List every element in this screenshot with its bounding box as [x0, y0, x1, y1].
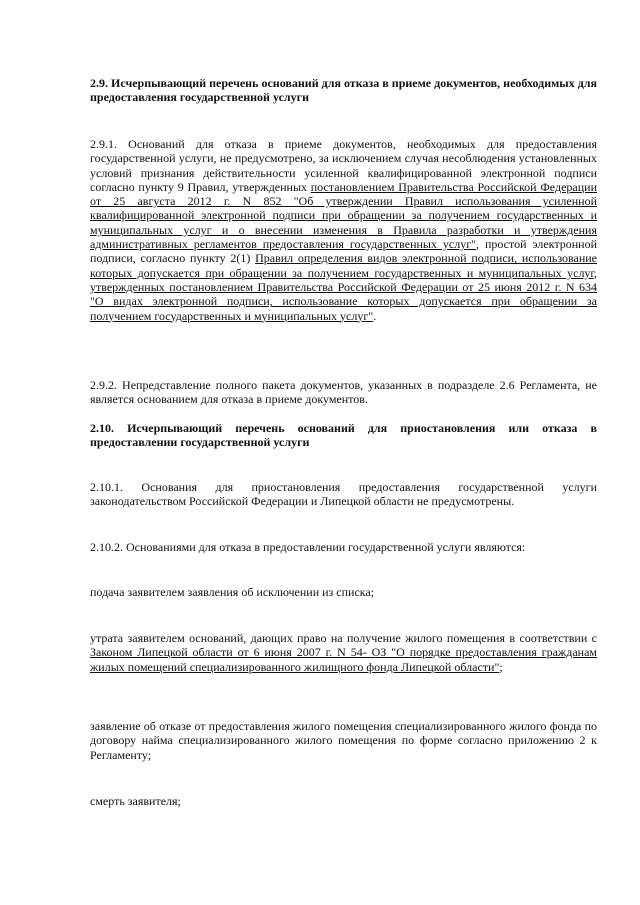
- lipetsk-law-54-oz-link[interactable]: Законом Липецкой области от 6 июня 2007 г. N 54- ОЗ "О порядке предоставления гражданам жилых помещений специализированного жилищного фонда Липецкой области": [90, 645, 597, 674]
- list-item-loss-of-grounds: [90, 631, 597, 674]
- paragraph-2-10-2: 2.10.2. Основаниями для отказа в предоставлении государственной услуги являются:: [90, 540, 526, 554]
- paragraph-2-9-2: 2.9.2. Непредставление полного пакета документов, указанных в подразделе 2.6 Регламента, не является основанием для отказа в приеме документов.: [90, 378, 597, 407]
- document-page: [90, 0, 597, 905]
- paragraph-text: .: [373, 308, 377, 323]
- list-item-application-withdrawal: подача заявителем заявления об исключении из списка;: [90, 585, 375, 599]
- paragraph-text: ;: [499, 659, 503, 674]
- paragraph-2-9-1: [90, 137, 597, 323]
- paragraph-text: утрата заявителем оснований, дающих право на получение жилого помещения в соответствии с: [90, 631, 597, 645]
- paragraph-text: 2.9.1. Оснований для отказа в приеме документов, необходимых для предоставления государственной услуги, не предусмотрено, за исключением случая несоблюдения установленных условий признания действительности усиленной квалифицированной электронной подписи согласно пункту 9 Правил, утвержденных: [90, 137, 597, 194]
- paragraph-2-10-1: 2.10.1. Основания для приостановления предоставления государственной услуги законодательством Российской Федерации и Липецкой области не предусмотрены.: [90, 480, 597, 509]
- decree-852-link[interactable]: постановлением Правительства Российской Федерации от 25 августа 2012 г. N 852 "Об утверждении Правил использования усиленной квалифицированной электронной подписи при обращении за получением государственных и муниципальных услуг и о внесении изменения в Правила разработки и утверждения административных регламентов предоставления государственных услуг": [90, 179, 597, 252]
- decree-634-link[interactable]: Правил определения видов электронной подписи, использование которых допускается при обращении за получением государственных и муниципальных услуг, утвержденных постановлением Правительства Российской Федерации от 25 июня 2012 г. N 634 "О видах электронной подписи, использование которых допускается при обращении за получением государственных и муниципальных услуг": [90, 251, 597, 323]
- section-heading-2-9: 2.9. Исчерпывающий перечень оснований для отказа в приеме документов, необходимых для предоставления государственной услуги: [90, 76, 597, 105]
- paragraph-text: , простой электронной подписи, согласно пункту 2(1): [90, 237, 597, 266]
- list-item-refusal-statement: заявление об отказе от предоставления жилого помещения специализированного жилого фонда по договору найма специализированного жилого помещения по форме согласно приложению 2 к Регламенту;: [90, 719, 597, 762]
- list-item-death-of-applicant: смерть заявителя;: [90, 794, 181, 808]
- section-heading-2-10: 2.10. Исчерпывающий перечень оснований для приостановления или отказа в предоставлении государственной услуги: [90, 421, 597, 450]
